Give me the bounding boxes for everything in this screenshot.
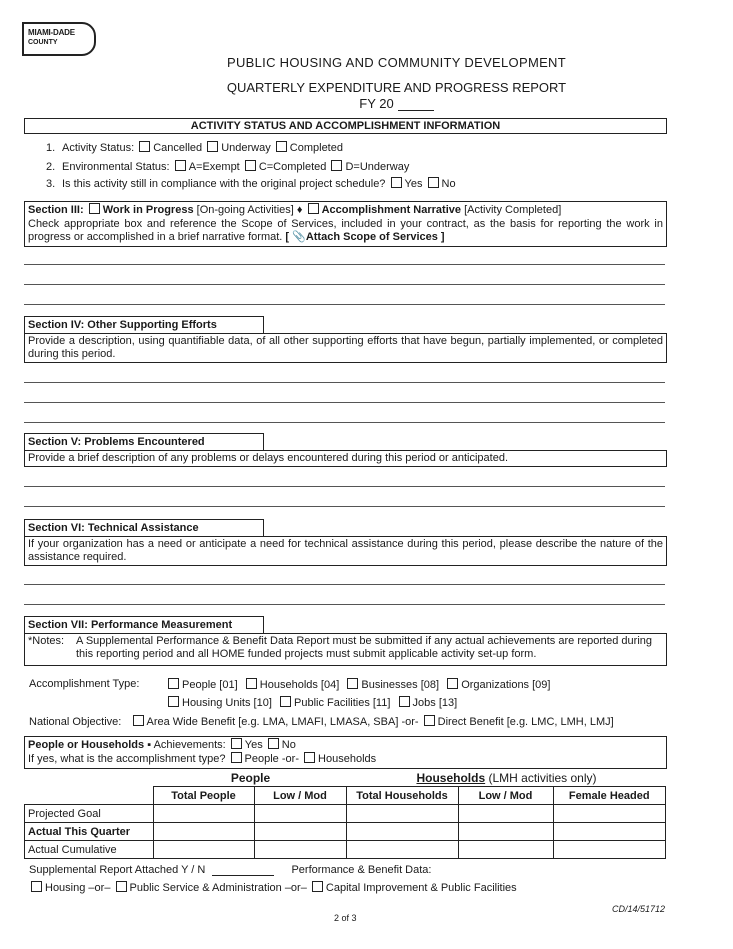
section-7-notes	[24, 633, 667, 666]
write-line[interactable]	[24, 264, 665, 265]
col-low-mod-households: Low / Mod	[458, 787, 553, 805]
col-low-mod-people: Low / Mod	[254, 787, 346, 805]
or-text: –or–	[284, 882, 307, 894]
write-line[interactable]	[24, 402, 665, 403]
col-total-people: Total People	[153, 787, 254, 805]
wip-note: [On-going Activities]	[196, 204, 294, 216]
achievements-label: Achievements:	[153, 739, 226, 751]
section-6-title: Section VI: Technical Assistance	[24, 519, 264, 536]
opt-cancelled: Cancelled	[153, 142, 203, 154]
supplemental-field[interactable]	[212, 865, 274, 876]
table-cell[interactable]	[458, 841, 553, 859]
opt-yes: Yes	[404, 178, 423, 190]
title-agency: PUBLIC HOUSING AND COMMUNITY DEVELOPMENT	[227, 55, 566, 70]
table-cell[interactable]	[153, 841, 254, 859]
checkbox-ach-no[interactable]	[268, 738, 279, 749]
opt-env-underway: D=Underway	[345, 161, 410, 173]
checkbox-env-completed[interactable]	[245, 160, 256, 171]
group-households-label: Households	[416, 771, 486, 785]
row-label: Actual Cumulative	[25, 841, 154, 859]
opt-underway: Underway	[221, 142, 271, 154]
opt-people: People [01]	[182, 679, 238, 691]
col-female-headed: Female Headed	[553, 787, 666, 805]
status-header: ACTIVITY STATUS AND ACCOMPLISHMENT INFORMATION	[24, 118, 667, 134]
accomplishment-type-row1	[166, 678, 550, 691]
table-cell[interactable]	[458, 805, 553, 823]
checkbox-ph-people[interactable]	[231, 752, 242, 763]
or-text: -or-	[281, 753, 299, 765]
question-activity-status	[46, 141, 343, 154]
national-objective-label: National Objective:	[29, 716, 122, 728]
or-text: –or–	[88, 882, 111, 894]
checkbox-underway[interactable]	[207, 141, 218, 152]
q1-number: 1.	[46, 142, 56, 154]
table-row	[25, 823, 666, 841]
acc-note: [Activity Completed]	[464, 204, 562, 216]
question-environmental-status	[46, 160, 409, 173]
title-report: QUARTERLY EXPENDITURE AND PROGRESS REPORT	[226, 80, 567, 95]
table-cell[interactable]	[553, 823, 666, 841]
opt-capital-improvement: Capital Improvement & Public Facilities	[325, 882, 517, 894]
section-3-body: Check appropriate box and reference the Scope of Services, included in your contract, as the basis for reporting the work in progress or accomplished in a brief narrative format.	[28, 218, 663, 243]
write-line[interactable]	[24, 304, 665, 305]
checkbox-no[interactable]	[428, 177, 439, 188]
people-households-title: People or Households	[28, 739, 145, 751]
fy-field[interactable]	[398, 98, 434, 111]
table-cell[interactable]	[254, 841, 346, 859]
or-text: -or-	[401, 716, 419, 728]
notes-text: A Supplemental Performance & Benefit Data Report must be submitted if any actual achievements are reported during this reporting period and all HOME funded projects must submit applicable activity set-up form.	[76, 635, 652, 660]
opt-ph-people: People	[244, 753, 279, 765]
write-line[interactable]	[24, 486, 665, 487]
checkbox-jobs[interactable]	[399, 696, 410, 707]
checkbox-households[interactable]	[246, 678, 257, 689]
opt-households: Households [04]	[259, 679, 340, 691]
checkbox-people[interactable]	[168, 678, 179, 689]
accomplishment-type-label: Accomplishment Type:	[29, 678, 140, 690]
opt-exempt: A=Exempt	[188, 161, 240, 173]
checkbox-ach-yes[interactable]	[231, 738, 242, 749]
performance-benefit-options	[29, 881, 517, 894]
checkbox-businesses[interactable]	[347, 678, 358, 689]
table-cell[interactable]	[254, 823, 346, 841]
table-cell[interactable]	[553, 805, 666, 823]
q3-number: 3.	[46, 178, 56, 190]
bullet: ▪	[147, 739, 152, 751]
row-label: Actual This Quarter	[25, 823, 154, 841]
table-cell[interactable]	[346, 823, 458, 841]
opt-public-facilities: Public Facilities [11]	[294, 697, 391, 709]
question-schedule-compliance	[46, 177, 456, 190]
checkbox-housing[interactable]	[31, 881, 42, 892]
table-corner	[25, 787, 154, 805]
checkbox-completed[interactable]	[276, 141, 287, 152]
section-3-label: Section III:	[28, 204, 84, 216]
opt-direct-benefit: Direct Benefit [e.g. LMC, LMH, LMJ]	[437, 716, 614, 728]
opt-housing-units: Housing Units [10]	[182, 697, 272, 709]
section-4-title: Section IV: Other Supporting Efforts	[24, 316, 264, 333]
checkbox-area-wide[interactable]	[133, 715, 144, 726]
write-line[interactable]	[24, 284, 665, 285]
table-cell[interactable]	[346, 841, 458, 859]
supplemental-label: Supplemental Report Attached Y / N	[29, 864, 206, 876]
q3-label: Is this activity still in compliance with the original project schedule?	[62, 178, 386, 190]
national-objective	[29, 715, 614, 728]
logo-line1: MIAMI-DADE	[28, 28, 75, 37]
checkbox-ph-households[interactable]	[304, 752, 315, 763]
fiscal-year	[0, 96, 733, 111]
people-households-box	[24, 736, 667, 769]
table-row	[25, 841, 666, 859]
opt-housing: Housing	[45, 882, 86, 894]
section-7-title: Section VII: Performance Measurement	[24, 616, 264, 633]
opt-businesses: Businesses [08]	[361, 679, 440, 691]
opt-organizations: Organizations [09]	[461, 679, 551, 691]
acc-type-question: If yes, what is the accomplishment type?	[28, 753, 226, 765]
table-cell[interactable]	[346, 805, 458, 823]
accomplishment-narrative-label: Accomplishment Narrative	[321, 204, 461, 216]
opt-jobs: Jobs [13]	[412, 697, 458, 709]
checkbox-public-service[interactable]	[116, 881, 127, 892]
opt-no: No	[441, 178, 456, 190]
q2-number: 2.	[46, 161, 56, 173]
attach-scope-note: [ 📎Attach Scope of Services ]	[285, 231, 445, 243]
separator-diamond: ♦	[296, 204, 303, 216]
checkbox-direct-benefit[interactable]	[424, 715, 435, 726]
write-line[interactable]	[24, 604, 665, 605]
checkbox-organizations[interactable]	[447, 678, 458, 689]
q2-label: Environmental Status:	[62, 161, 170, 173]
section-5-title: Section V: Problems Encountered	[24, 433, 264, 450]
checkbox-yes[interactable]	[391, 177, 402, 188]
checkbox-env-underway[interactable]	[331, 160, 342, 171]
accomplishment-type-row2	[166, 696, 457, 709]
checkbox-cancelled[interactable]	[139, 141, 150, 152]
fy-label: FY 20	[359, 96, 394, 111]
opt-area-wide: Area Wide Benefit [e.g. LMA, LMAFI, LMASA, SBA]	[146, 716, 399, 728]
table-cell[interactable]	[254, 805, 346, 823]
checkbox-housing-units[interactable]	[168, 696, 179, 707]
checkbox-public-facilities[interactable]	[280, 696, 291, 707]
table-cell[interactable]	[153, 805, 254, 823]
write-line[interactable]	[24, 382, 665, 383]
logo-line2: COUNTY	[28, 39, 58, 46]
checkbox-capital-improvement[interactable]	[312, 881, 323, 892]
table-cell[interactable]	[153, 823, 254, 841]
opt-ach-yes: Yes	[244, 739, 263, 751]
group-households	[348, 771, 665, 785]
write-line[interactable]	[24, 584, 665, 585]
row-label: Projected Goal	[25, 805, 154, 823]
page-number: 2 of 3	[334, 913, 357, 923]
opt-ph-households: Households	[318, 753, 377, 765]
performance-benefit-label: Performance & Benefit Data:	[291, 864, 432, 876]
group-people: People	[230, 771, 271, 785]
q1-label: Activity Status:	[62, 142, 135, 154]
section-5-body: Provide a brief description of any problems or delays encountered during this period or anticipated.	[24, 450, 667, 467]
form-code: CD/14/51712	[612, 904, 666, 914]
achievement-table	[24, 786, 666, 859]
work-in-progress-label: Work in Progress	[102, 204, 194, 216]
checkbox-accomplishment-narrative[interactable]	[308, 203, 319, 214]
checkbox-exempt[interactable]	[175, 160, 186, 171]
table-cell[interactable]	[553, 841, 666, 859]
opt-completed: Completed	[289, 142, 343, 154]
group-households-note: (LMH activities only)	[488, 771, 597, 785]
table-cell[interactable]	[458, 823, 553, 841]
write-line[interactable]	[24, 506, 665, 507]
col-total-households: Total Households	[346, 787, 458, 805]
notes-label: *Notes:	[28, 635, 65, 647]
section-4-body: Provide a description, using quantifiable data, of all other supporting efforts that have begun, partially implemented, or completed during this period.	[24, 333, 667, 363]
opt-ach-no: No	[281, 739, 296, 751]
section-6-body: If your organization has a need or anticipate a need for technical assistance during this period, please describe the nature of the assistance required.	[24, 536, 667, 566]
write-line[interactable]	[24, 422, 665, 423]
opt-env-completed: C=Completed	[258, 161, 327, 173]
table-row	[25, 805, 666, 823]
opt-public-service: Public Service & Administration	[129, 882, 282, 894]
section-3	[24, 201, 667, 247]
supplemental-report	[29, 864, 431, 876]
county-logo	[22, 22, 100, 54]
checkbox-work-in-progress[interactable]	[89, 203, 100, 214]
